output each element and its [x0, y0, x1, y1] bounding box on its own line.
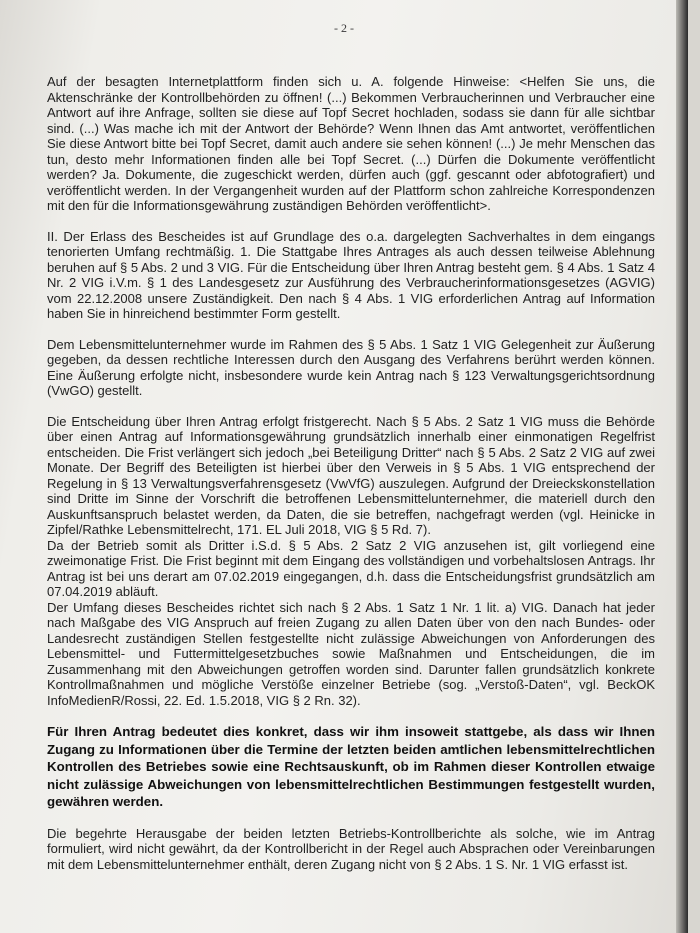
document-body: [47, 74, 655, 887]
paragraph-decision: Für Ihren Antrag bedeutet dies konkret, dass wir ihm insoweit stattgebe, als dass wir Ihnen Zugang zu Informationen über die Termine der letzten beiden amtlichen lebensmittelrechtlichen Kontrollen des Betriebes sowie eine Rechtsauskunft, ob im Rahmen dieser Kontrollen etwaige nicht zulässige Abweichungen von lebensmittelrechtlichen Bestimmungen festgestellt wurden, gewähren werden.: [47, 724, 655, 809]
paragraph-legal-basis: II. Der Erlass des Bescheides ist auf Grundlage des o.a. dargelegten Sachverhaltes in dem eingangs tenorierten Umfang rechtmäßig. 1. Die Stattgabe Ihres Antrages als auch dessen teilweise Ablehnung beruhen auf § 5 Abs. 2 und 3 VIG. Für die Entscheidung über Ihren Antrag besteht gem. § 4 Abs. 1 Satz 4 Nr. 2 VIG i.V.m. § 1 des Landesgesetz zur Ausführung des Verbraucherinformationsgesetzes (AGVIG) vom 22.12.2008 unsere Zuständigkeit. Den nach § 4 Abs. 1 VIG erforderlichen Antrag auf Information haben Sie in hinreichend bestimmter Form gestellt.: [47, 228, 655, 321]
paragraph-hearing: Dem Lebensmittelunternehmer wurde im Rahmen des § 5 Abs. 1 Satz 1 VIG Gelegenheit zur Äußerung gegeben, da dessen rechtliche Interessen durch den Ausgang des Verfahrens berührt werden können. Eine Äußerung erfolgte nicht, insbesondere wurde kein Antrag nach § 123 Verwaltungsgerichtsordnung (VwGO) gestellt.: [47, 336, 655, 398]
paragraph-platform-hints: Auf der besagten Internetplattform finden sich u. A. folgende Hinweise: <Helfen Sie uns, die Aktenschränke der Kontrollbehörden zu öffnen! (...) Bekommen Verbraucherinnen und Verbraucher eine Antwort auf ihre Anfrage, sollten sie diese auf Topf Secret hochladen, sodass sie dann für alle sichtbar sind. (...) Was mache ich mit der Antwort der Behörde? Wenn Ihnen das Amt antwortet, veröffentlichen Sie diese Antwort bitte bei Topf Secret, damit auch andere sie sehen können! (...) Je mehr Menschen das tun, desto mehr Informationen finden alle bei Topf Secret. (...) Dürfen die Dokumente veröffentlicht werden? Ja. Dokumente, die zugeschickt werden, dürfen auch (ggf. gescannt oder abfotografiert) und veröffentlicht werden. In der Vergangenheit wurden auf der Plattform schon zahlreiche Korrespondenzen mit den für die Informationsgewährung zuständigen Behörden veröffentlicht>.: [47, 74, 655, 213]
paragraph-deadline-calc: Da der Betrieb somit als Dritter i.S.d. § 5 Abs. 2 Satz 2 VIG anzusehen ist, gilt vorliegend eine zweimonatige Frist. Die Frist beginnt mit dem Eingang des vollständigen und vorbehaltslosen Antrags. Ihr Antrag ist bei uns derart am 07.02.2019 eingegangen, d.h. dass die Entscheidungsfrist grundsätzlich am 07.04.2019 abläuft.: [47, 537, 655, 599]
paragraph-scope: Der Umfang dieses Bescheides richtet sich nach § 2 Abs. 1 Satz 1 Nr. 1 lit. a) VIG. Danach hat jeder nach Maßgabe des VIG Anspruch auf freien Zugang zu allen Daten über von den nach Bundes- oder Landesrecht zuständigen Stellen festgestellte nicht zulässige Abweichungen von Anforderungen des Lebensmittel- und Futtermittelgesetzbuches sowie Maßnahmen und Entscheidungen, die im Zusammenhang mit den Abweichungen getroffen worden sind. Darunter fallen grundsätzlich konkrete Kontrollmaßnahmen und mögliche Verstöße einzelner Betriebe (sog. „Verstoß-Daten“, vgl. BeckOK InfoMedienR/Rossi, 22. Ed. 1.5.2018, VIG § 2 Rn. 32).: [47, 599, 655, 708]
page-edge-shadow: [676, 0, 688, 933]
paragraph-deadline: Die Entscheidung über Ihren Antrag erfolgt fristgerecht. Nach § 5 Abs. 2 Satz 1 VIG muss die Behörde über einen Antrag auf Informationsgewährung grundsätzlich innerhalb einer einmonatigen Regelfrist entscheiden. Die Frist verlängert sich jedoch „bei Beteiligung Dritter“ nach § 5 Abs. 2 Satz 2 VIG auf zwei Monate. Der Begriff des Beteiligten ist hierbei über den Verweis in § 5 Abs. 1 VIG entsprechend der Regelung in § 13 Verwaltungsverfahrensgesetz (VwVfG) auszulegen. Aufgrund der Dreieckskonstellation sind Dritte im Sinne der Vorschrift die betroffenen Lebensmittelunternehmer, die materiell durch den Auskunftsanspruch belastet werden, da Daten, die sie betreffen, nachgefragt werden (vgl. Heinicke in Zipfel/Rathke Lebensmittelrecht, 171. EL Juli 2018, VIG § 5 Rd. 7).: [47, 413, 655, 537]
page-number: - 2 -: [334, 21, 354, 35]
paragraph-refusal: Die begehrte Herausgabe der beiden letzten Betriebs-Kontrollberichte als solche, wie im Antrag formuliert, wird nicht gewährt, da der Kontrollbericht in der Regel auch Absprachen oder Vereinbarungen mit dem Lebensmittelunternehmer enthält, deren Zugang nicht von § 2 Abs. 1 S. Nr. 1 VIG erfasst ist.: [47, 825, 655, 872]
